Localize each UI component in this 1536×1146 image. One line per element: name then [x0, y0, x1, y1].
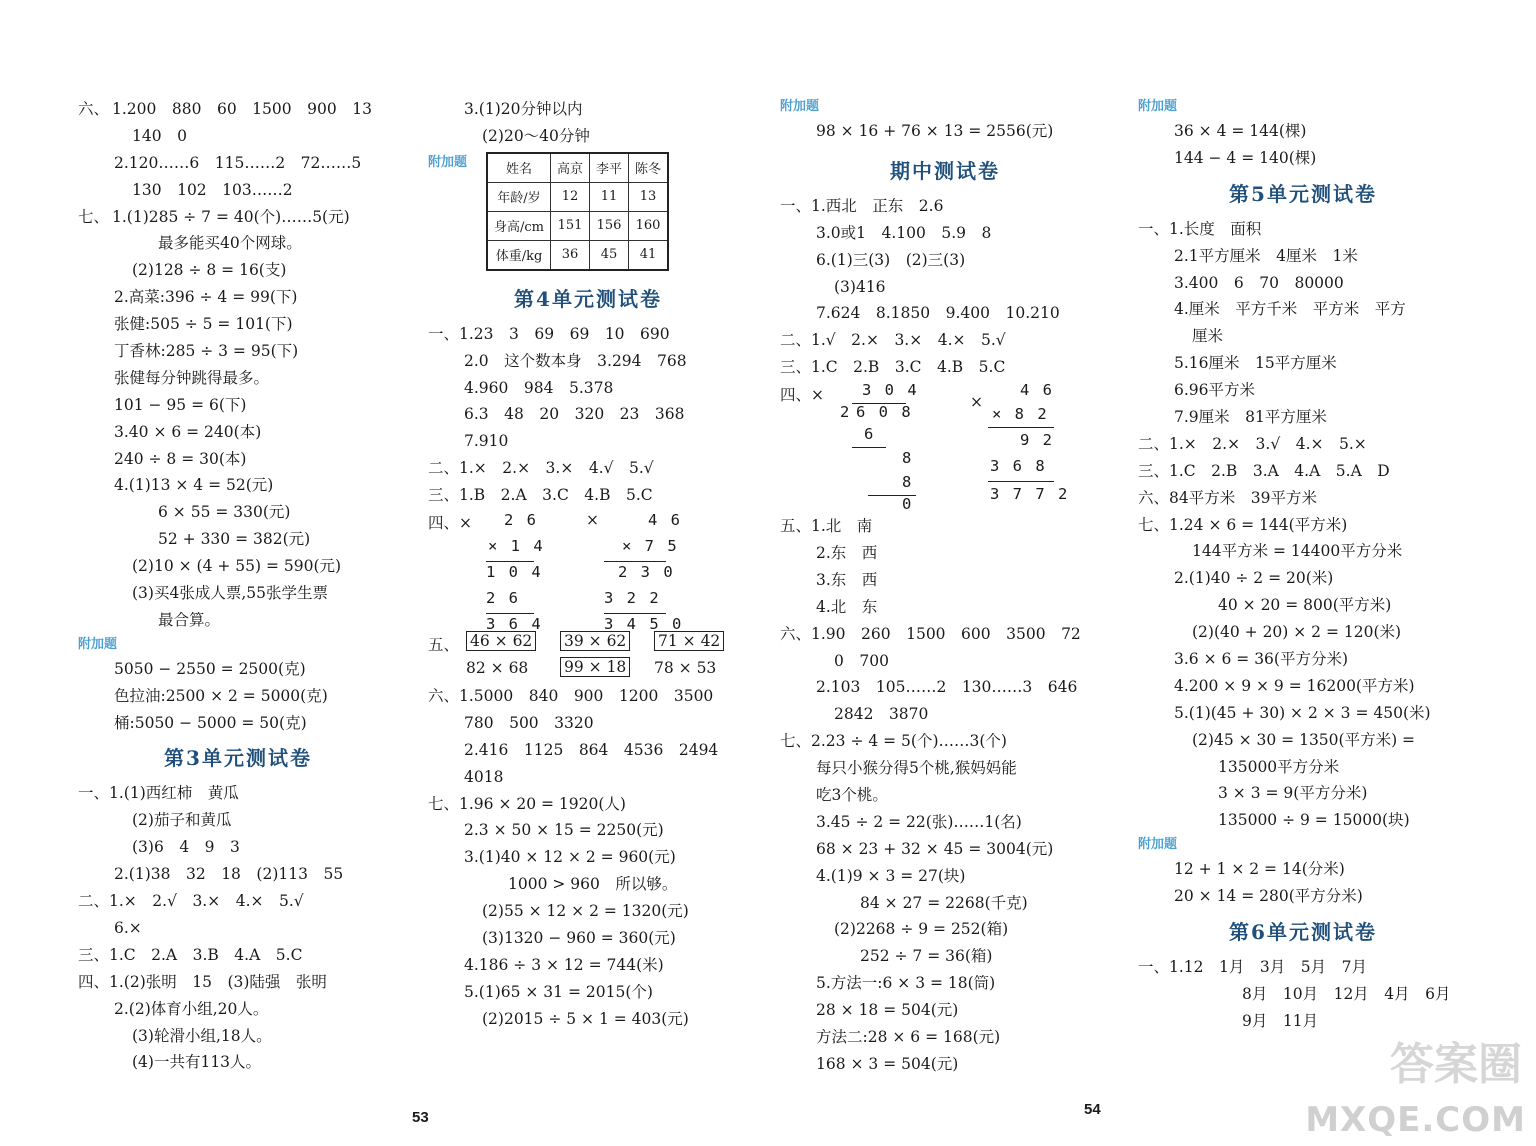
- comparison-grid: [428, 629, 748, 683]
- vertical-calculation: [428, 509, 748, 634]
- answer-line: 84 × 27 = 2268(千克): [860, 893, 1028, 912]
- answer-line: 1000 > 960 所以够。: [508, 875, 678, 894]
- answer-line: 135000 ÷ 9 = 15000(块): [1218, 811, 1410, 830]
- answer-line: 240 ÷ 8 = 30(本): [114, 449, 247, 468]
- vm-rule: [604, 561, 666, 562]
- section-label: 七、: [78, 207, 110, 226]
- vm-rule: [988, 481, 1054, 482]
- extra-question-label: 附加题: [428, 154, 468, 170]
- answer-line: 厘米: [1192, 327, 1224, 346]
- answer-line: 3 × 3 = 9(平方分米): [1218, 784, 1368, 803]
- answer-line: 9月 11月: [1242, 1011, 1319, 1030]
- answer-line: 135000平方分米: [1218, 757, 1340, 776]
- boxed-expression: 71 × 42: [654, 631, 724, 651]
- answer-line: 五、1.北 南: [780, 517, 873, 536]
- answer-line: 3.东 西: [816, 570, 878, 589]
- answer-line: 2.3 × 50 × 15 = 2250(元): [464, 821, 664, 840]
- answer-line: 六、1.5000 840 900 1200 3500: [428, 687, 714, 706]
- answer-line: 40 × 20 = 800(平方米): [1218, 596, 1392, 615]
- answer-line: (2)2268 ÷ 9 = 252(箱): [834, 920, 1009, 939]
- answer-line: 丁香林:285 ÷ 3 = 95(下): [114, 342, 299, 361]
- answer-line: 2842 3870: [834, 705, 929, 724]
- answer-line: 7.9厘米 81平方厘米: [1174, 408, 1327, 427]
- answer-line: 2.(2)体育小组,20人。: [114, 999, 269, 1018]
- answer-line: (2)(40 + 20) × 2 = 120(米): [1192, 623, 1402, 642]
- vm-line: 8: [902, 473, 914, 492]
- vm-line: 2 6: [486, 589, 520, 608]
- watermark-url: MXQE.COM: [1305, 1100, 1526, 1140]
- answer-line: 6.3 48 20 320 23 368: [464, 405, 685, 424]
- answer-line: 最多能买40个网球。: [158, 234, 302, 253]
- vm-line: 4 6: [1020, 381, 1054, 400]
- answer-line: 5.16厘米 15平方厘米: [1174, 354, 1337, 373]
- answer-line: 252 ÷ 7 = 36(箱): [860, 947, 993, 966]
- answer-line: 0 700: [834, 651, 889, 670]
- answer-line: 3.0或1 4.100 5.9 8: [816, 223, 992, 242]
- section-label: ×: [586, 511, 601, 530]
- vm-line: 0: [902, 495, 914, 514]
- answer-line: 三、1.C 2.B 3.A 4.A 5.A D: [1138, 461, 1390, 480]
- answer-line: 144平方米 = 14400平方分米: [1192, 542, 1403, 561]
- answer-line: 130 102 103……2: [132, 180, 293, 199]
- answer-line: (4)一共有113人。: [132, 1053, 262, 1072]
- answer-text: 1.(1)285 ÷ 7 = 40(个)……5(元): [112, 207, 350, 226]
- answer-line: 2.0 这个数本身 3.294 768: [464, 351, 687, 370]
- section-label: ×: [970, 393, 985, 412]
- answer-line: 3.45 ÷ 2 = 22(张)……1(名): [816, 812, 1022, 831]
- section-label: 四、×: [428, 514, 472, 533]
- answer-line: 一、1.长度 面积: [1138, 219, 1262, 238]
- answer-line: [78, 204, 398, 231]
- column-d: [1138, 96, 1468, 1035]
- expression: 82 × 68: [466, 659, 529, 678]
- answer-line: 6.96平方米: [1174, 381, 1256, 400]
- table-cell: 年龄/岁: [487, 182, 551, 211]
- page-54: [768, 0, 1536, 1146]
- vm-line: 3 4 5 0: [604, 615, 684, 634]
- page-number: 53: [412, 1109, 429, 1126]
- boxed-expression: 99 × 18: [560, 657, 630, 677]
- answer-line: 20 × 14 = 280(平方分米): [1174, 887, 1363, 906]
- answer-line: 8月 10月 12月 4月 6月: [1242, 984, 1451, 1003]
- vm-rule: [852, 447, 886, 448]
- answer-line: (3)416: [834, 277, 886, 296]
- answer-line: 6 × 55 = 330(元): [158, 503, 291, 522]
- answer-line: 7.624 8.1850 9.400 10.210: [816, 304, 1060, 323]
- column-b: [428, 96, 748, 1033]
- answer-line: 98 × 16 + 76 × 13 = 2556(元): [816, 122, 1054, 140]
- answer-line: 4.960 984 5.378: [464, 378, 614, 397]
- table-cell: 160: [629, 211, 669, 240]
- vm-line: × 1 4: [488, 537, 545, 556]
- table-cell: 151: [551, 211, 590, 240]
- answer-line: 二、1.× 2.× 3.× 4.√ 5.√: [428, 459, 654, 478]
- answer-line: 4.厘米 平方千米 平方米 平方: [1174, 300, 1406, 319]
- answer-line: (3)买4张成人票,55张学生票: [132, 584, 328, 603]
- answer-line: (2)128 ÷ 8 = 16(支): [132, 261, 287, 280]
- midterm-title: 期中测试卷: [890, 158, 1000, 183]
- vm-line: 3 6 4: [486, 615, 543, 634]
- answer-line: 六、84平方米 39平方米: [1138, 488, 1317, 507]
- answer-line: 最合算。: [158, 610, 221, 629]
- answer-line: (2)45 × 30 = 1350(平方米) =: [1192, 730, 1416, 749]
- vertical-calculation: [780, 381, 1110, 513]
- answer-line: 5.(1)(45 + 30) × 2 × 3 = 450(米): [1174, 703, 1431, 722]
- table-cell: 姓名: [487, 153, 551, 183]
- answer-line: 张健:505 ÷ 5 = 101(下): [114, 315, 293, 334]
- table-cell: 13: [629, 182, 669, 211]
- table-cell: 45: [590, 240, 629, 270]
- answer-line: 3.400 6 70 80000: [1174, 273, 1344, 292]
- answer-line: (2)茄子和黄瓜: [132, 811, 232, 830]
- answer-line: (2)2015 ÷ 5 × 1 = 403(元): [482, 1009, 689, 1028]
- table-cell: 高京: [551, 153, 590, 183]
- section-label: 五、: [428, 636, 460, 655]
- answer-line: 一、1.23 3 69 69 10 690: [428, 324, 670, 343]
- vm-line: 6 0 8: [856, 403, 913, 422]
- answer-line: 780 500 3320: [464, 713, 594, 732]
- answer-line: 桶:5050 − 5000 = 50(克): [114, 713, 307, 732]
- vm-line: 8: [902, 449, 914, 468]
- answer-line: (2)55 × 12 × 2 = 1320(元): [482, 902, 689, 921]
- answer-line: 3.(1)20分钟以内: [464, 100, 583, 118]
- answer-line: 二、1.× 2.× 3.√ 4.× 5.×: [1138, 434, 1367, 453]
- extra-question-label: 附加题: [1138, 837, 1178, 853]
- answer-line: 三、1.B 2.A 3.C 4.B 5.C: [428, 486, 653, 505]
- answer-text: 1.200 880 60 1500 900 13: [112, 100, 372, 118]
- extra-question-block: [428, 152, 748, 271]
- answer-line: 六、1.90 260 1500 600 3500 72: [780, 624, 1081, 643]
- extra-question-label: 附加题: [780, 99, 820, 114]
- table-row: [487, 182, 668, 211]
- answer-line: 2.416 1125 864 4536 2494: [464, 740, 719, 759]
- answer-line: 52 + 330 = 382(元): [158, 530, 311, 549]
- answer-line: 吃3个桃。: [816, 786, 888, 805]
- answer-line: (3)轮滑小组,18人。: [132, 1026, 272, 1045]
- answer-line: 4.(1)13 × 4 = 52(元): [114, 476, 274, 495]
- answer-line: 2.103 105……2 130……3 646: [816, 678, 1078, 697]
- unit-6-title: 第6单元测试卷: [1229, 920, 1377, 945]
- vm-line: 2: [840, 403, 852, 422]
- answer-line: [78, 96, 398, 123]
- vm-line: 1 0 4: [486, 563, 543, 582]
- answer-line: 每只小猴分得5个桃,猴妈妈能: [816, 759, 1017, 778]
- answer-line: 一、1.西北 正东 2.6: [780, 196, 944, 215]
- answer-line: (2)20～40分钟: [482, 126, 590, 145]
- extra-question-label: 附加题: [1138, 99, 1178, 114]
- answer-line: 5050 − 2550 = 2500(克): [114, 659, 306, 678]
- vm-line: 9 2: [1020, 431, 1054, 450]
- answer-line: 5.方法一:6 × 3 = 18(筒): [816, 974, 996, 993]
- info-table: [486, 152, 669, 271]
- vm-rule: [988, 427, 1054, 428]
- answer-line: 68 × 23 + 32 × 45 = 3004(元): [816, 839, 1054, 858]
- vm-line: × 8 2: [992, 405, 1049, 424]
- answer-line: 2.120……6 115……2 72……5: [114, 153, 362, 172]
- answer-line: 4.186 ÷ 3 × 12 = 744(米): [464, 955, 664, 974]
- answer-line: 6.(1)三(3) (2)三(3): [816, 250, 966, 269]
- table-cell: 李平: [590, 153, 629, 183]
- answer-line: 7.910: [464, 432, 509, 451]
- unit-5-title: 第5单元测试卷: [1229, 181, 1377, 206]
- answer-line: 2.1平方厘米 4厘米 1米: [1174, 246, 1358, 265]
- answer-line: 一、1.(1)西红柿 黄瓜: [78, 784, 239, 803]
- column-c: [780, 96, 1110, 1078]
- answer-line: 2.高菜:396 ÷ 4 = 99(下): [114, 288, 298, 307]
- column-a: [78, 96, 398, 1076]
- answer-line: (3)1320 − 960 = 360(元): [482, 929, 676, 948]
- answer-line: 色拉油:2500 × 2 = 5000(克): [114, 686, 328, 705]
- answer-line: 3.(1)40 × 12 × 2 = 960(元): [464, 848, 676, 867]
- boxed-expression: 46 × 62: [466, 631, 536, 651]
- answer-line: 三、1.C 2.B 3.C 4.B 5.C: [780, 358, 1006, 377]
- answer-line: 3.6 × 6 = 36(平方分米): [1174, 650, 1349, 669]
- answer-line: 4.北 东: [816, 597, 878, 616]
- page-number: 54: [1084, 1101, 1101, 1118]
- vm-line: 3 7 7 2: [990, 485, 1070, 504]
- answer-line: 二、1.√ 2.× 3.× 4.× 5.√: [780, 331, 1006, 350]
- answer-line: 36 × 4 = 144(棵): [1174, 122, 1307, 140]
- answer-line: 140 0: [132, 126, 187, 145]
- answer-line: 5.(1)65 × 31 = 2015(个): [464, 982, 653, 1001]
- expression: 78 × 53: [654, 659, 717, 678]
- section-label: 六、: [78, 100, 110, 118]
- table-cell: 156: [590, 211, 629, 240]
- section-label: 四、×: [780, 386, 824, 405]
- answer-line: 方法二:28 × 6 = 168(元): [816, 1028, 1001, 1047]
- answer-line: 2.东 西: [816, 544, 878, 563]
- answer-line: 二、1.× 2.√ 3.× 4.× 5.√: [78, 892, 304, 911]
- answer-line: 四、1.(2)张明 15 (3)陆强 张明: [78, 972, 327, 991]
- vm-line: 4 6: [648, 511, 682, 530]
- answer-line: 101 − 95 = 6(下): [114, 395, 247, 414]
- vm-line: 6: [864, 425, 876, 444]
- answer-line: 七、1.24 × 6 = 144(平方米): [1138, 515, 1348, 534]
- answer-line: 4.200 × 9 × 9 = 16200(平方米): [1174, 676, 1415, 695]
- vm-rule: [486, 561, 534, 562]
- answer-line: 七、1.96 × 20 = 1920(人): [428, 794, 626, 813]
- vm-line: 2 6: [504, 511, 538, 530]
- answer-line: 2.(1)38 32 18 (2)113 55: [114, 865, 344, 884]
- unit-3-title: 第3单元测试卷: [164, 746, 312, 771]
- answer-line: 4.(1)9 × 3 = 27(块): [816, 866, 966, 885]
- vm-rule: [486, 613, 534, 614]
- vm-line: 3 0 4: [862, 381, 919, 400]
- answer-line: 2.(1)40 ÷ 2 = 20(米): [1174, 569, 1334, 588]
- answer-line: 12 + 1 × 2 = 14(分米): [1174, 860, 1345, 879]
- table-cell: 11: [590, 182, 629, 211]
- answer-line: 6.×: [114, 918, 142, 937]
- extra-question-label: 附加题: [78, 636, 118, 652]
- answer-line: 4018: [464, 767, 504, 786]
- answer-line: (2)10 × (4 + 55) = 590(元): [132, 557, 342, 576]
- vm-line: × 7 5: [622, 537, 679, 556]
- answer-line: 144 − 4 = 140(棵): [1174, 148, 1317, 167]
- vm-line: 3 6 8: [990, 457, 1047, 476]
- table-row: [487, 240, 668, 270]
- vm-rule: [604, 613, 666, 614]
- table-cell: 陈冬: [629, 153, 669, 183]
- answer-line: 一、1.12 1月 3月 5月 7月: [1138, 958, 1367, 977]
- watermark-logo: 答案圈: [1390, 1039, 1522, 1090]
- answer-line: (3)6 4 9 3: [132, 838, 240, 857]
- boxed-expression: 39 × 62: [560, 631, 630, 651]
- unit-4-title: 第4单元测试卷: [514, 286, 662, 311]
- table-row: [487, 211, 668, 240]
- answer-line: 三、1.C 2.A 3.B 4.A 5.C: [78, 945, 303, 964]
- answer-line: 3.40 × 6 = 240(本): [114, 422, 262, 441]
- table-cell: 身高/cm: [487, 211, 551, 240]
- answer-line: 28 × 18 = 504(元): [816, 1001, 959, 1020]
- answer-line: 张健每分钟跳得最多。: [114, 368, 270, 387]
- vm-line: 3 2 2: [604, 589, 661, 608]
- table-cell: 12: [551, 182, 590, 211]
- table-cell: 41: [629, 240, 669, 270]
- vm-line: 2 3 0: [618, 563, 675, 582]
- table-cell: 36: [551, 240, 590, 270]
- answer-line: 168 × 3 = 504(元): [816, 1054, 959, 1073]
- answer-line: 七、2.23 ÷ 4 = 5(个)……3(个): [780, 732, 1007, 751]
- table-cell: 体重/kg: [487, 240, 551, 270]
- table-header-row: [487, 153, 668, 183]
